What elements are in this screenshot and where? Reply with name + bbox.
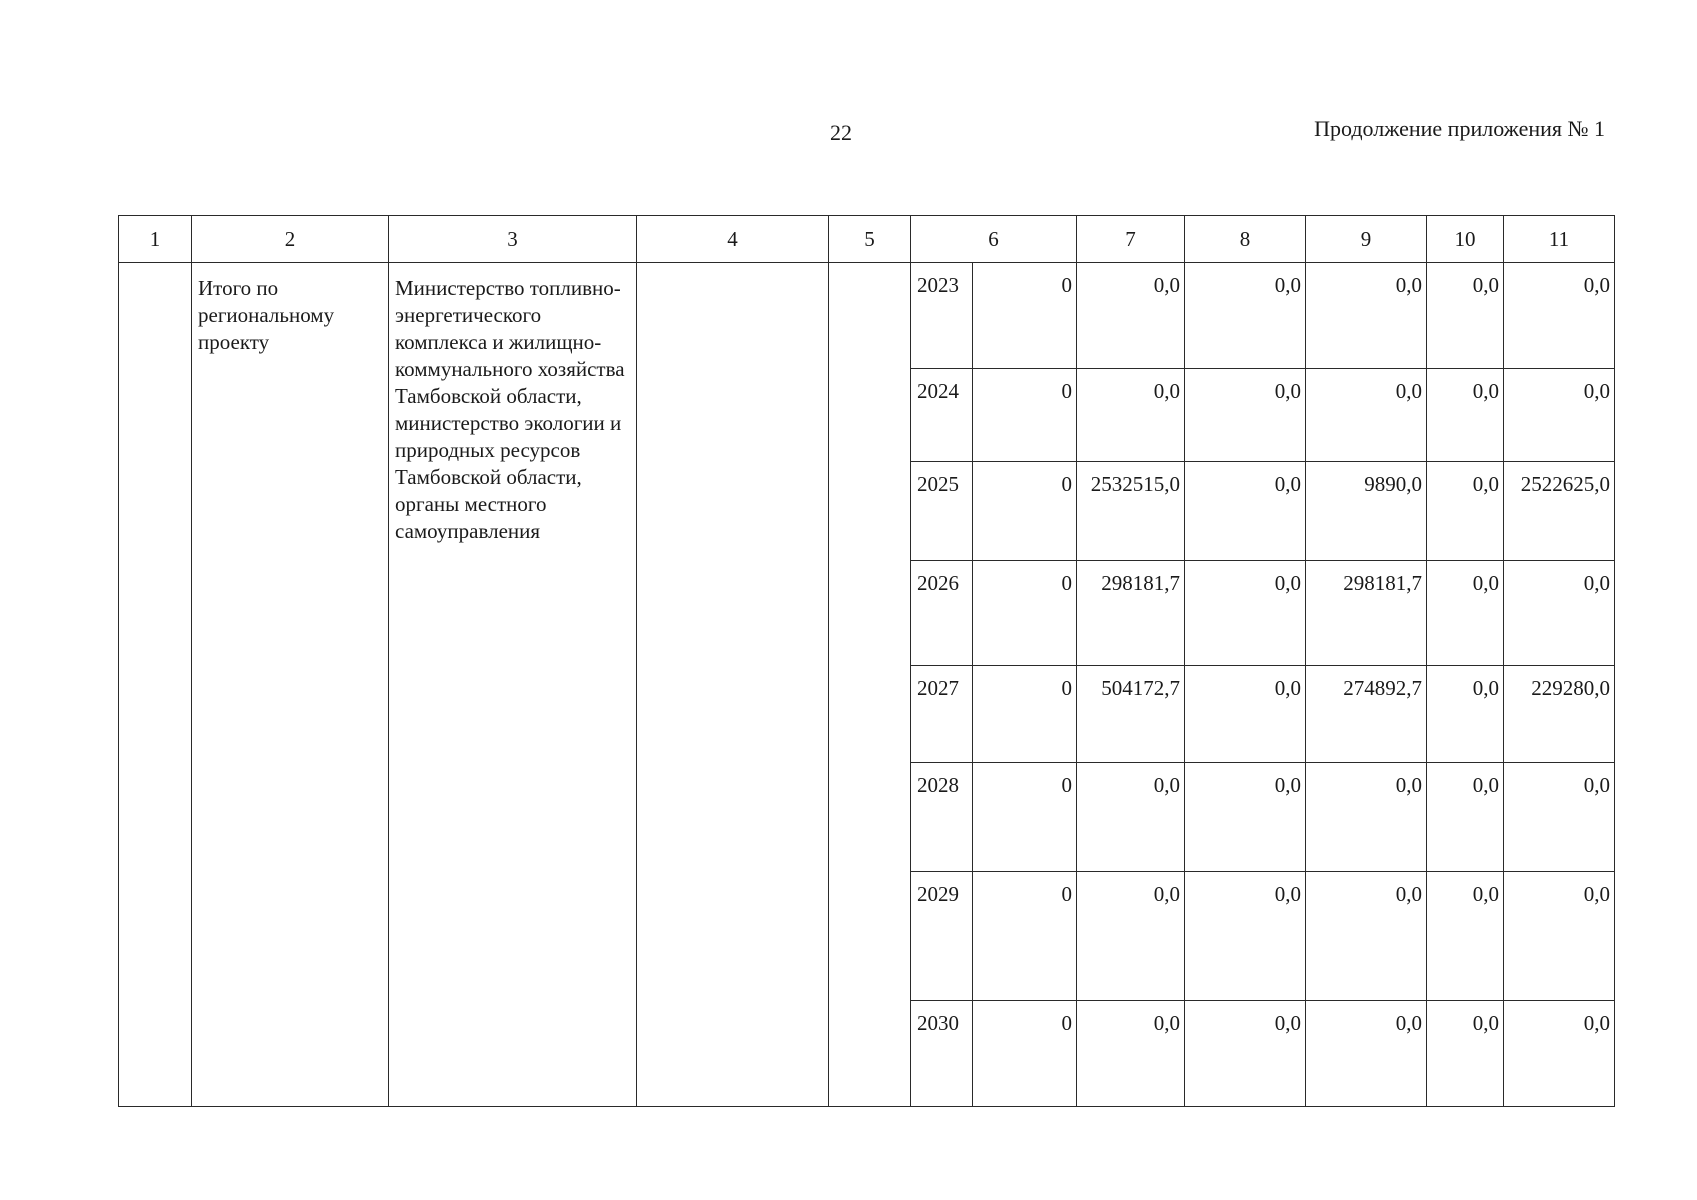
year-cell: 2026 xyxy=(911,561,973,666)
column-header: 11 xyxy=(1504,216,1615,263)
value-cell: 504172,7 xyxy=(1077,666,1185,763)
page-caption: Продолжение приложения № 1 xyxy=(1314,116,1605,141)
value-cell: 0,0 xyxy=(1185,763,1306,872)
value-cell: 0,0 xyxy=(1427,872,1504,1001)
value-cell: 0,0 xyxy=(1185,872,1306,1001)
column-header: 3 xyxy=(389,216,637,263)
value-cell: 298181,7 xyxy=(1306,561,1427,666)
value-cell: 0,0 xyxy=(1306,1001,1427,1107)
value-cell: 274892,7 xyxy=(1306,666,1427,763)
responsible-text: Министерство топливно-энергетического комплекса и жилищно-коммунального хозяйства Тамбовской области, министерство экологии и природных ресурсов Тамбовской области, органы местного самоуправления xyxy=(389,263,637,1107)
value-cell: 298181,7 xyxy=(1077,561,1185,666)
value-cell: 0,0 xyxy=(1306,763,1427,872)
column-header: 2 xyxy=(192,216,389,263)
column-header: 6 xyxy=(911,216,1077,263)
value-cell: 0,0 xyxy=(1077,263,1185,369)
value-cell: 0,0 xyxy=(1077,872,1185,1001)
value-cell: 0,0 xyxy=(1427,1001,1504,1107)
value-cell: 0,0 xyxy=(1185,369,1306,462)
value-cell: 0,0 xyxy=(1504,763,1615,872)
value-cell: 0,0 xyxy=(1427,763,1504,872)
column-header: 10 xyxy=(1427,216,1504,263)
value-cell: 0,0 xyxy=(1504,263,1615,369)
year-cell: 2023 xyxy=(911,263,973,369)
value-cell: 0 xyxy=(973,263,1077,369)
year-cell: 2028 xyxy=(911,763,973,872)
value-cell: 0,0 xyxy=(1427,263,1504,369)
table-row xyxy=(119,263,1615,369)
value-cell: 0 xyxy=(973,369,1077,462)
year-cell: 2027 xyxy=(911,666,973,763)
value-cell: 0,0 xyxy=(1077,369,1185,462)
column-header: 1 xyxy=(119,216,192,263)
value-cell: 0,0 xyxy=(1306,369,1427,462)
value-cell: 0,0 xyxy=(1504,1001,1615,1107)
budget-table xyxy=(118,215,1615,1107)
column-header: 9 xyxy=(1306,216,1427,263)
value-cell: 0,0 xyxy=(1077,763,1185,872)
column-header: 4 xyxy=(637,216,829,263)
column-header: 5 xyxy=(829,216,911,263)
header-row xyxy=(119,216,1615,263)
value-cell: 0,0 xyxy=(1427,462,1504,561)
value-cell: 0,0 xyxy=(1185,263,1306,369)
value-cell: 0 xyxy=(973,666,1077,763)
value-cell: 229280,0 xyxy=(1504,666,1615,763)
row-label: Итого по региональному проекту xyxy=(192,263,389,1107)
year-cell: 2024 xyxy=(911,369,973,462)
value-cell: 0,0 xyxy=(1504,369,1615,462)
value-cell: 0 xyxy=(973,763,1077,872)
column-header: 8 xyxy=(1185,216,1306,263)
value-cell: 0,0 xyxy=(1185,1001,1306,1107)
value-cell: 0,0 xyxy=(1077,1001,1185,1107)
value-cell: 0,0 xyxy=(1185,561,1306,666)
value-cell: 9890,0 xyxy=(1306,462,1427,561)
year-cell: 2025 xyxy=(911,462,973,561)
value-cell: 0 xyxy=(973,1001,1077,1107)
value-cell: 0 xyxy=(973,462,1077,561)
value-cell: 0,0 xyxy=(1185,666,1306,763)
cell-col5 xyxy=(829,263,911,1107)
value-cell: 0,0 xyxy=(1427,561,1504,666)
value-cell: 0,0 xyxy=(1504,561,1615,666)
cell-col4 xyxy=(637,263,829,1107)
value-cell: 0 xyxy=(973,872,1077,1001)
value-cell: 0,0 xyxy=(1504,872,1615,1001)
value-cell: 0,0 xyxy=(1306,872,1427,1001)
year-cell: 2030 xyxy=(911,1001,973,1107)
value-cell: 2532515,0 xyxy=(1077,462,1185,561)
value-cell: 2522625,0 xyxy=(1504,462,1615,561)
value-cell: 0,0 xyxy=(1185,462,1306,561)
value-cell: 0,0 xyxy=(1427,666,1504,763)
page-number: 22 xyxy=(830,120,852,145)
value-cell: 0,0 xyxy=(1427,369,1504,462)
value-cell: 0,0 xyxy=(1306,263,1427,369)
value-cell: 0 xyxy=(973,561,1077,666)
year-cell: 2029 xyxy=(911,872,973,1001)
column-header: 7 xyxy=(1077,216,1185,263)
cell-col1 xyxy=(119,263,192,1107)
